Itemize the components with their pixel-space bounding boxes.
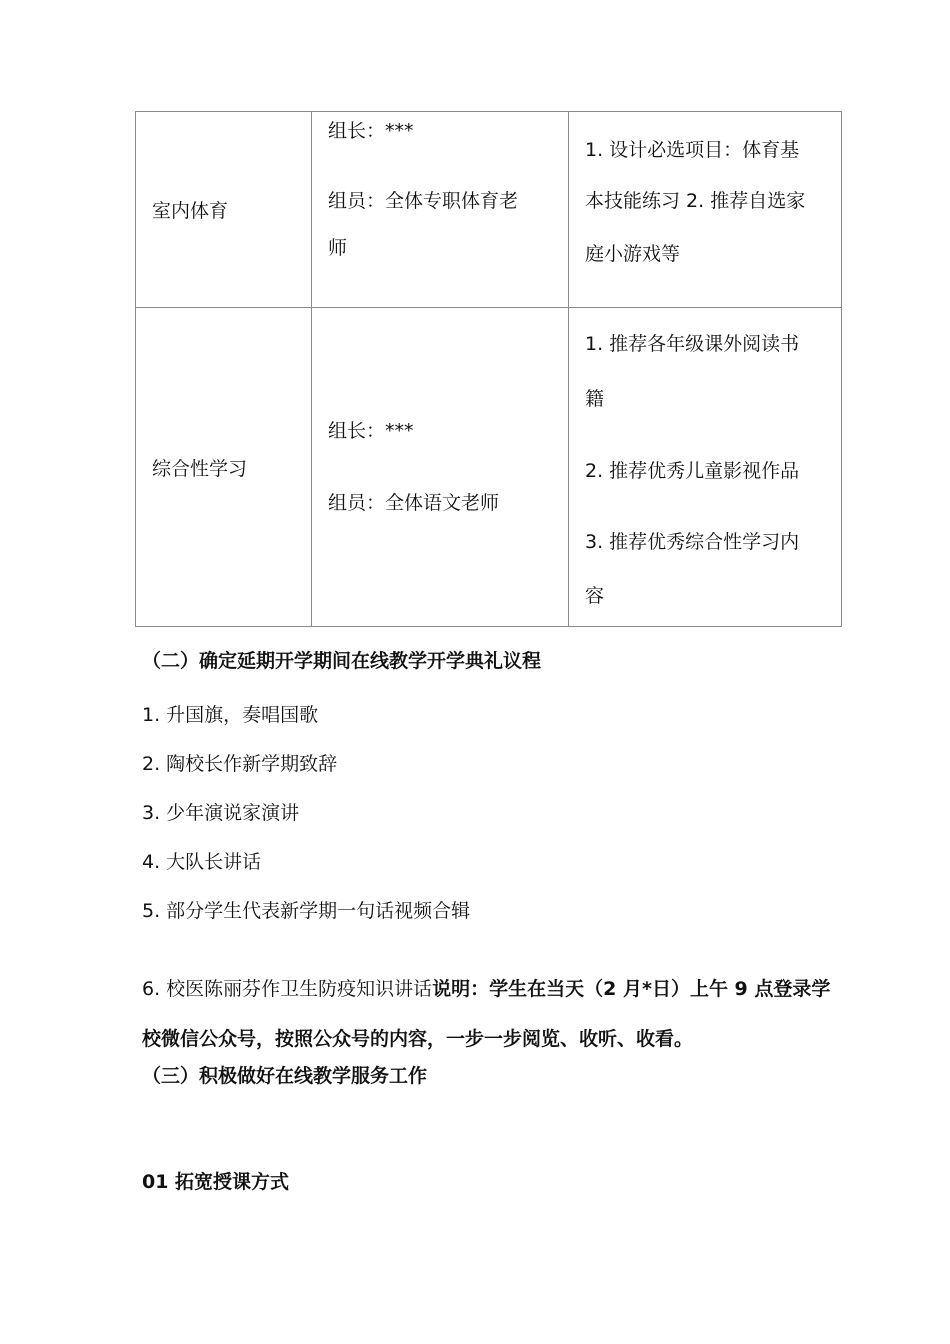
item6-note: 说明：学生在当天（2 月*日）上午 9 点登录学校微信公众号，按照公众号的内容，一步一步阅览、收听、收看。 bbox=[142, 978, 831, 1050]
section2-heading: （二）确定延期开学期间在线教学开学典礼议程 bbox=[142, 650, 542, 672]
content-cell bbox=[569, 308, 842, 627]
members-cell bbox=[312, 112, 569, 308]
list-item: 2. 陶校长作新学期致辞 bbox=[142, 753, 338, 775]
category-label: 综合性学习 bbox=[152, 457, 248, 480]
category-cell bbox=[136, 112, 312, 308]
section3-heading: （三）积极做好在线教学服务工作 bbox=[142, 1065, 428, 1087]
table-row bbox=[136, 308, 842, 627]
subheading-01: 01 拓宽授课方式 bbox=[142, 1171, 290, 1193]
list-item-6 bbox=[142, 964, 832, 1064]
content-line: 3. 推荐优秀综合性学习内 bbox=[585, 531, 800, 554]
content-line: 本技能练习 2. 推荐自选家 bbox=[585, 189, 806, 212]
list-item: 5. 部分学生代表新学期一句话视频合辑 bbox=[142, 900, 471, 922]
content-line: 籍 bbox=[585, 387, 605, 410]
category-cell bbox=[136, 308, 312, 627]
list-item: 3. 少年演说家演讲 bbox=[142, 802, 300, 824]
table-row bbox=[136, 112, 842, 308]
members-leader: 组长：*** bbox=[328, 419, 414, 442]
item6-text: 6. 校医陈丽芬作卫生防疫知识讲话 bbox=[142, 978, 433, 1000]
members-line: 组员：全体专职体育老 bbox=[328, 189, 519, 212]
list-item: 4. 大队长讲话 bbox=[142, 851, 262, 873]
members-line: 组员：全体语文老师 bbox=[328, 491, 500, 514]
members-cell bbox=[312, 308, 569, 627]
assignment-table bbox=[135, 111, 842, 627]
content-line: 庭小游戏等 bbox=[585, 242, 681, 265]
content-line: 1. 设计必选项目：体育基 bbox=[585, 139, 800, 161]
content-line: 容 bbox=[585, 585, 605, 608]
list-item: 1. 升国旗，奏唱国歌 bbox=[142, 704, 319, 726]
content-line: 2. 推荐优秀儿童影视作品 bbox=[585, 459, 800, 482]
content-line: 1. 推荐各年级课外阅读书 bbox=[585, 333, 800, 355]
category-label: 室内体育 bbox=[152, 200, 229, 222]
members-leader: 组长：*** bbox=[328, 120, 414, 142]
content-cell bbox=[569, 112, 842, 308]
members-line: 师 bbox=[328, 236, 348, 259]
